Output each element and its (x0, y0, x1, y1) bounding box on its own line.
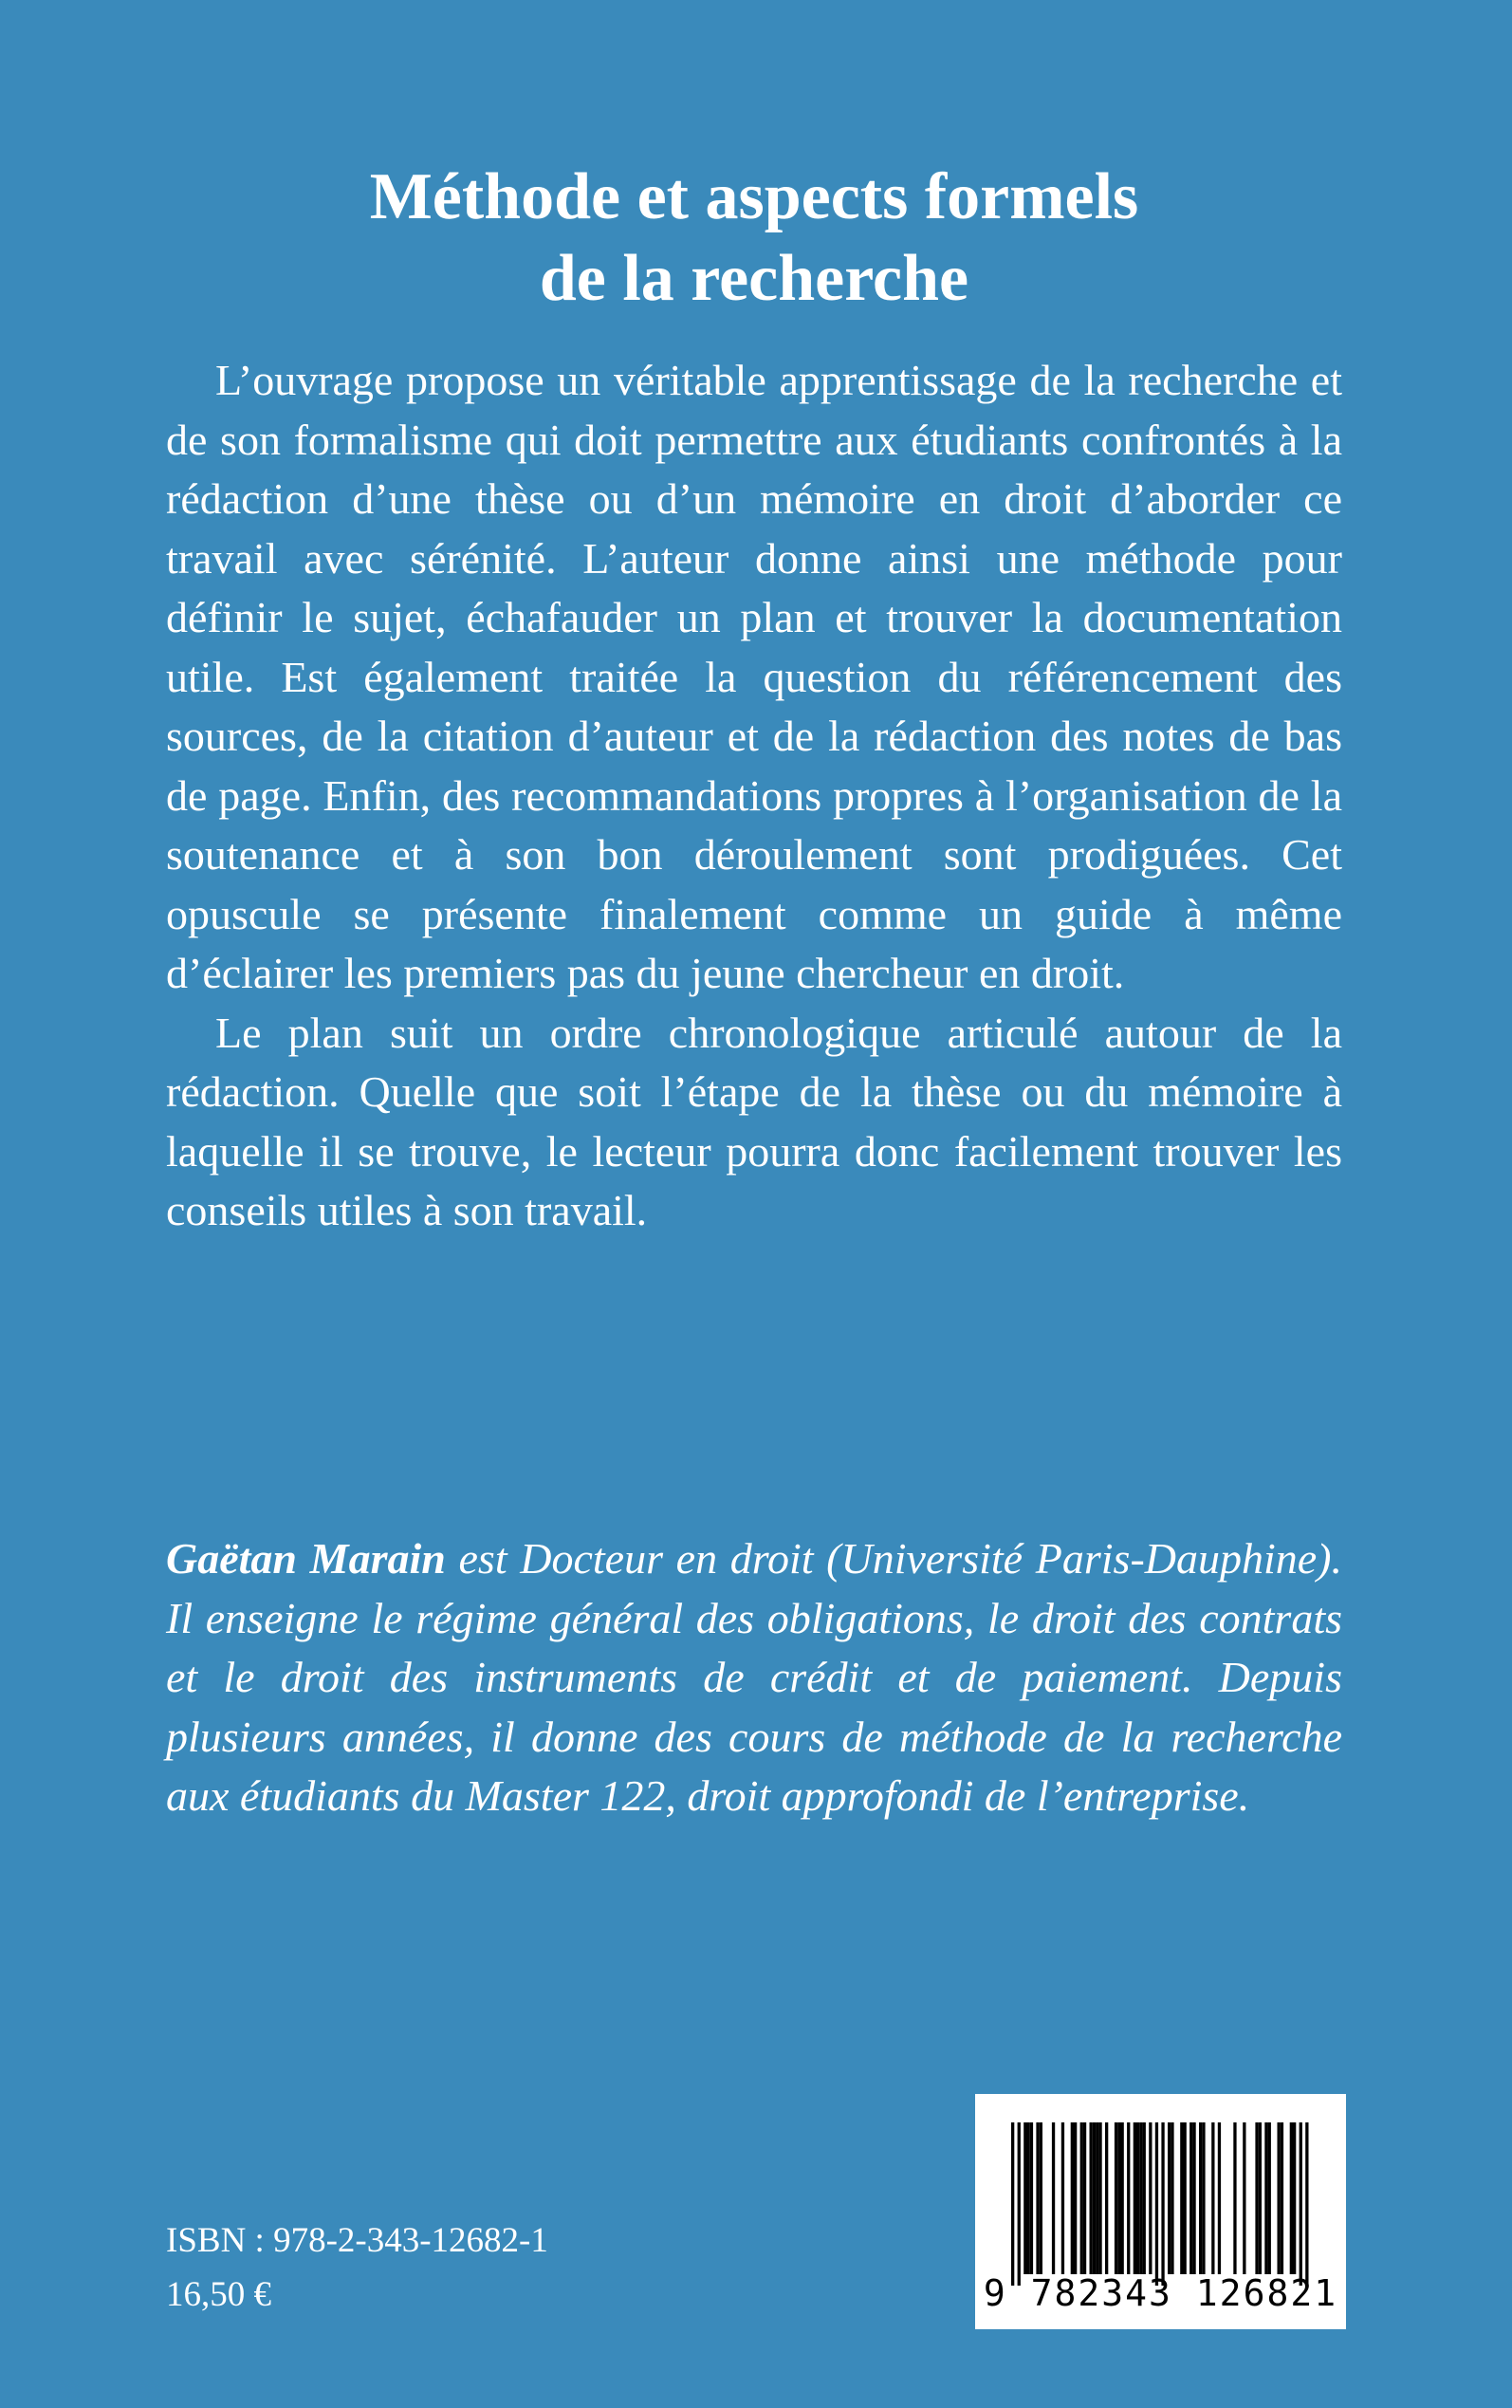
barcode-bar (1278, 2122, 1281, 2274)
barcode-bar (1180, 2122, 1183, 2274)
barcode-bar (1305, 2122, 1308, 2286)
barcode-bar (1134, 2122, 1136, 2274)
barcode-bar (1184, 2122, 1187, 2274)
barcode-bar (1168, 2122, 1171, 2274)
barcode-bar (1080, 2122, 1083, 2274)
barcode-bar (1018, 2122, 1021, 2286)
barcode-bar (1040, 2122, 1042, 2274)
author-bio (166, 1529, 1342, 1826)
barcode-bar (1192, 2122, 1195, 2274)
barcode-bar (1036, 2122, 1039, 2274)
barcode-bar (1115, 2122, 1117, 2274)
description-paragraph-2: Le plan suit un ordre chronologique articulé autour de la rédaction. Quelle que soit l’étape de la thèse ou du mémoire à laquelle il se trouve, le lecteur pourra donc facilement trouver les conseils utiles à son travail. (166, 1008, 1342, 1234)
barcode-bar (1255, 2122, 1258, 2274)
barcode-bar (1155, 2122, 1158, 2286)
barcode-bar (1023, 2122, 1026, 2274)
barcode-bar (1061, 2122, 1064, 2274)
price-label: 16,50 € (166, 2275, 271, 2314)
author-bio-text: est Docteur en droit (Université Paris-Dauphine). Il enseigne le régime général des obligations, le droit des contrats et le droit des instruments de crédit et de paiement. Depuis plusieurs années, il donne des cours de méthode de la recherche aux étudiants du Master 122, droit approfondi de l’entreprise. (166, 1534, 1342, 1820)
barcode-bar (1199, 2122, 1202, 2274)
barcode-bar (1161, 2122, 1164, 2286)
barcode-bar (1093, 2122, 1096, 2274)
barcode-bar (1105, 2122, 1108, 2274)
barcode-bar (1189, 2122, 1192, 2274)
barcode-bar (1233, 2122, 1236, 2274)
barcode-bar (1098, 2122, 1101, 2274)
barcode-bar (1096, 2122, 1098, 2274)
book-title (166, 157, 1342, 320)
barcode-bar (1300, 2122, 1302, 2286)
barcode-bar (1127, 2122, 1130, 2274)
book-title-line-2: de la recherche (539, 242, 969, 315)
book-title-line-1: Méthode et aspects formels (369, 160, 1139, 233)
book-description (166, 351, 1342, 1241)
barcode-bar (1281, 2122, 1283, 2274)
barcode-bar (1117, 2122, 1120, 2274)
barcode-bar (1264, 2122, 1267, 2274)
isbn-label: ISBN : 978-2-343-12682-1 (166, 2221, 548, 2260)
barcode-bar (1293, 2122, 1296, 2274)
barcode-bar (1149, 2122, 1152, 2274)
barcode-bar (1139, 2122, 1142, 2274)
barcode-bar (1171, 2122, 1173, 2274)
barcode-bar (1027, 2122, 1030, 2274)
barcode (975, 2094, 1346, 2329)
barcode-bar (1259, 2122, 1262, 2274)
barcode-bar (1218, 2122, 1221, 2274)
barcode-bar (1211, 2122, 1214, 2274)
barcode-bar (1083, 2122, 1086, 2274)
barcode-bar (1011, 2122, 1014, 2286)
barcode-bar (1090, 2122, 1093, 2274)
author-name: Gaëtan Marain (166, 1534, 446, 1583)
barcode-bar (1268, 2122, 1271, 2274)
barcode-bar (1290, 2122, 1293, 2274)
barcode-digits: 9 782343 126821 (983, 2272, 1338, 2314)
barcode-bar (1121, 2122, 1124, 2274)
barcode-bar (1071, 2122, 1074, 2274)
barcode-bar (1243, 2122, 1245, 2274)
barcode-bar (1202, 2122, 1205, 2274)
barcode-bar (1074, 2122, 1077, 2274)
barcode-bar (1143, 2122, 1146, 2274)
barcode-bar (1030, 2122, 1033, 2274)
barcode-bar (1136, 2122, 1139, 2274)
barcode-bar (1052, 2122, 1055, 2274)
description-paragraph-1: L’ouvrage propose un véritable apprentissage de la recherche et de son formalisme qui doit permettre aux étudiants confrontés à la rédaction d’une thèse ou d’un mémoire en droit d’aborder ce travail avec sérénité. L’auteur donne ainsi une méthode pour définir le sujet, échafauder un plan et trouver la documentation utile. Est également traitée la question du référencement des sources, de la citation d’auteur et de la rédaction des notes de bas de page. Enfin, des recommandations propres à l’organisation de la soutenance et à son bon déroulement sont prodiguées. Cet opuscule se présente finalement comme un guide à même d’éclairer les premiers pas du jeune chercheur en droit. (166, 356, 1342, 997)
